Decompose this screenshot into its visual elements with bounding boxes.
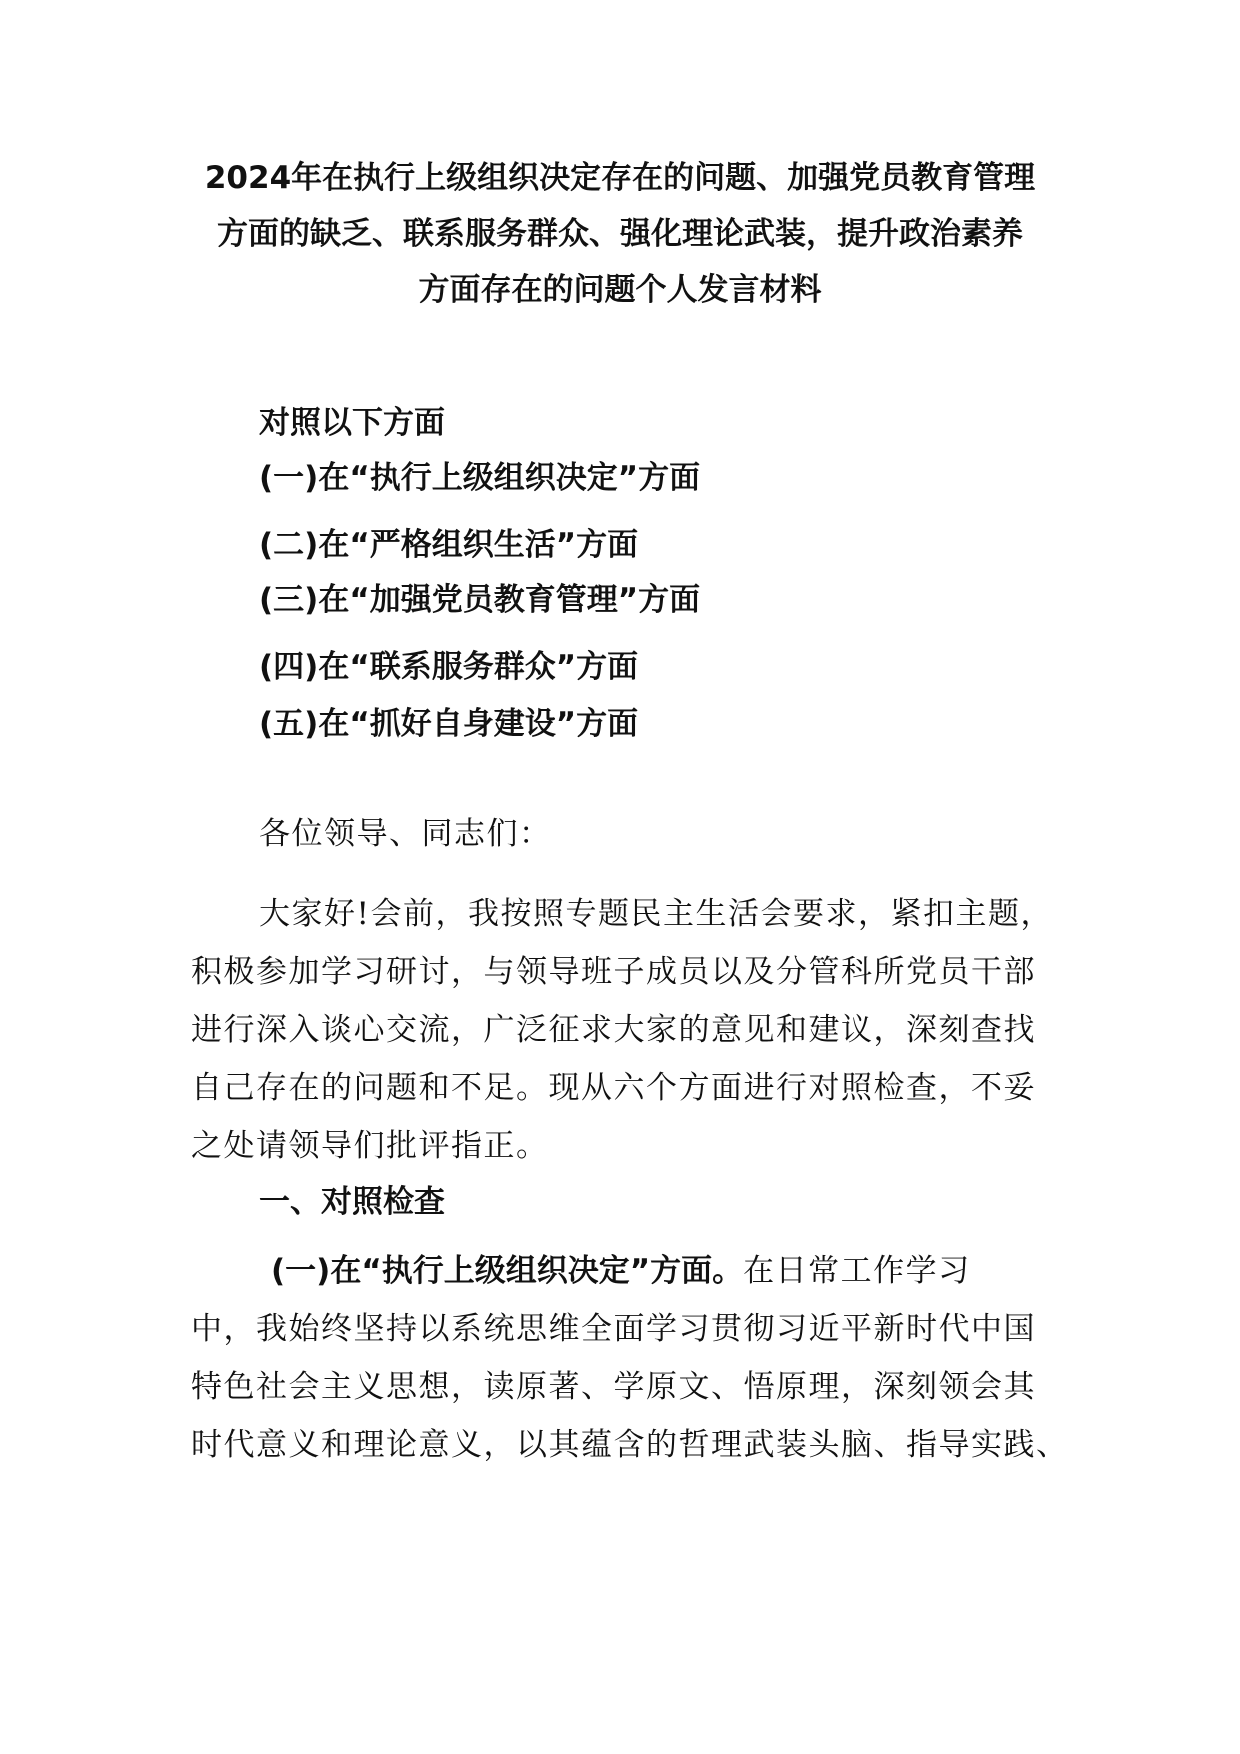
intro-line-1: 大家好!会前，我按照专题民主生活会要求，紧扣主题， <box>259 896 1053 932</box>
title-line-1: 2024年在执行上级组织决定存在的问题、加强党员教育管理 <box>204 160 1036 196</box>
outline-item-4: (四)在“联系服务群众”方面 <box>259 649 639 685</box>
outline-item-1: (一)在“执行上级组织决定”方面 <box>259 460 701 496</box>
section1-line-1 <box>191 1242 1051 1300</box>
section1-paragraph <box>191 1242 1069 1474</box>
section1-line-3: 特色社会主义思想，读原著、学原文、悟原理，深刻领会其 <box>191 1369 1036 1405</box>
section1-first-line-rest: 在日常工作学习 <box>743 1253 971 1289</box>
salutation <box>191 805 1051 863</box>
outline-item-3: (三)在“加强党员教育管理”方面 <box>259 582 701 618</box>
section1-lead: (一)在“执行上级组织决定”方面。 <box>271 1253 744 1289</box>
intro-line-5: 之处请领导们批评指正。 <box>191 1128 549 1164</box>
document-title <box>180 150 1060 318</box>
outline-item-5: (五)在“抓好自身建设”方面 <box>259 706 639 742</box>
salutation-text: 各位领导、同志们： <box>259 816 552 852</box>
intro-line-4: 自己存在的问题和不足。现从六个方面进行对照检查，不妥 <box>191 1070 1036 1106</box>
section1-line-2: 中，我始终坚持以系统思维全面学习贯彻习近平新时代中国 <box>191 1311 1036 1347</box>
title-line-3: 方面存在的问题个人发言材料 <box>418 272 822 308</box>
section-heading: 一、对照检查 <box>259 1184 445 1220</box>
intro-line-2: 积极参加学习研讨，与领导班子成员以及分管科所党员干部 <box>191 954 1036 990</box>
outline-item-2: (二)在“严格组织生活”方面 <box>259 527 639 563</box>
outline-heading: 对照以下方面 <box>259 405 445 441</box>
section1-line-4: 时代意义和理论意义，以其蕴含的哲理武装头脑、指导实践、 <box>191 1427 1069 1463</box>
intro-line-3: 进行深入谈心交流，广泛征求大家的意见和建议，深刻查找 <box>191 1012 1036 1048</box>
intro-paragraph <box>191 885 1051 1175</box>
title-line-2: 方面的缺乏、联系服务群众、强化理论武装，提升政治素养 <box>217 216 1023 252</box>
